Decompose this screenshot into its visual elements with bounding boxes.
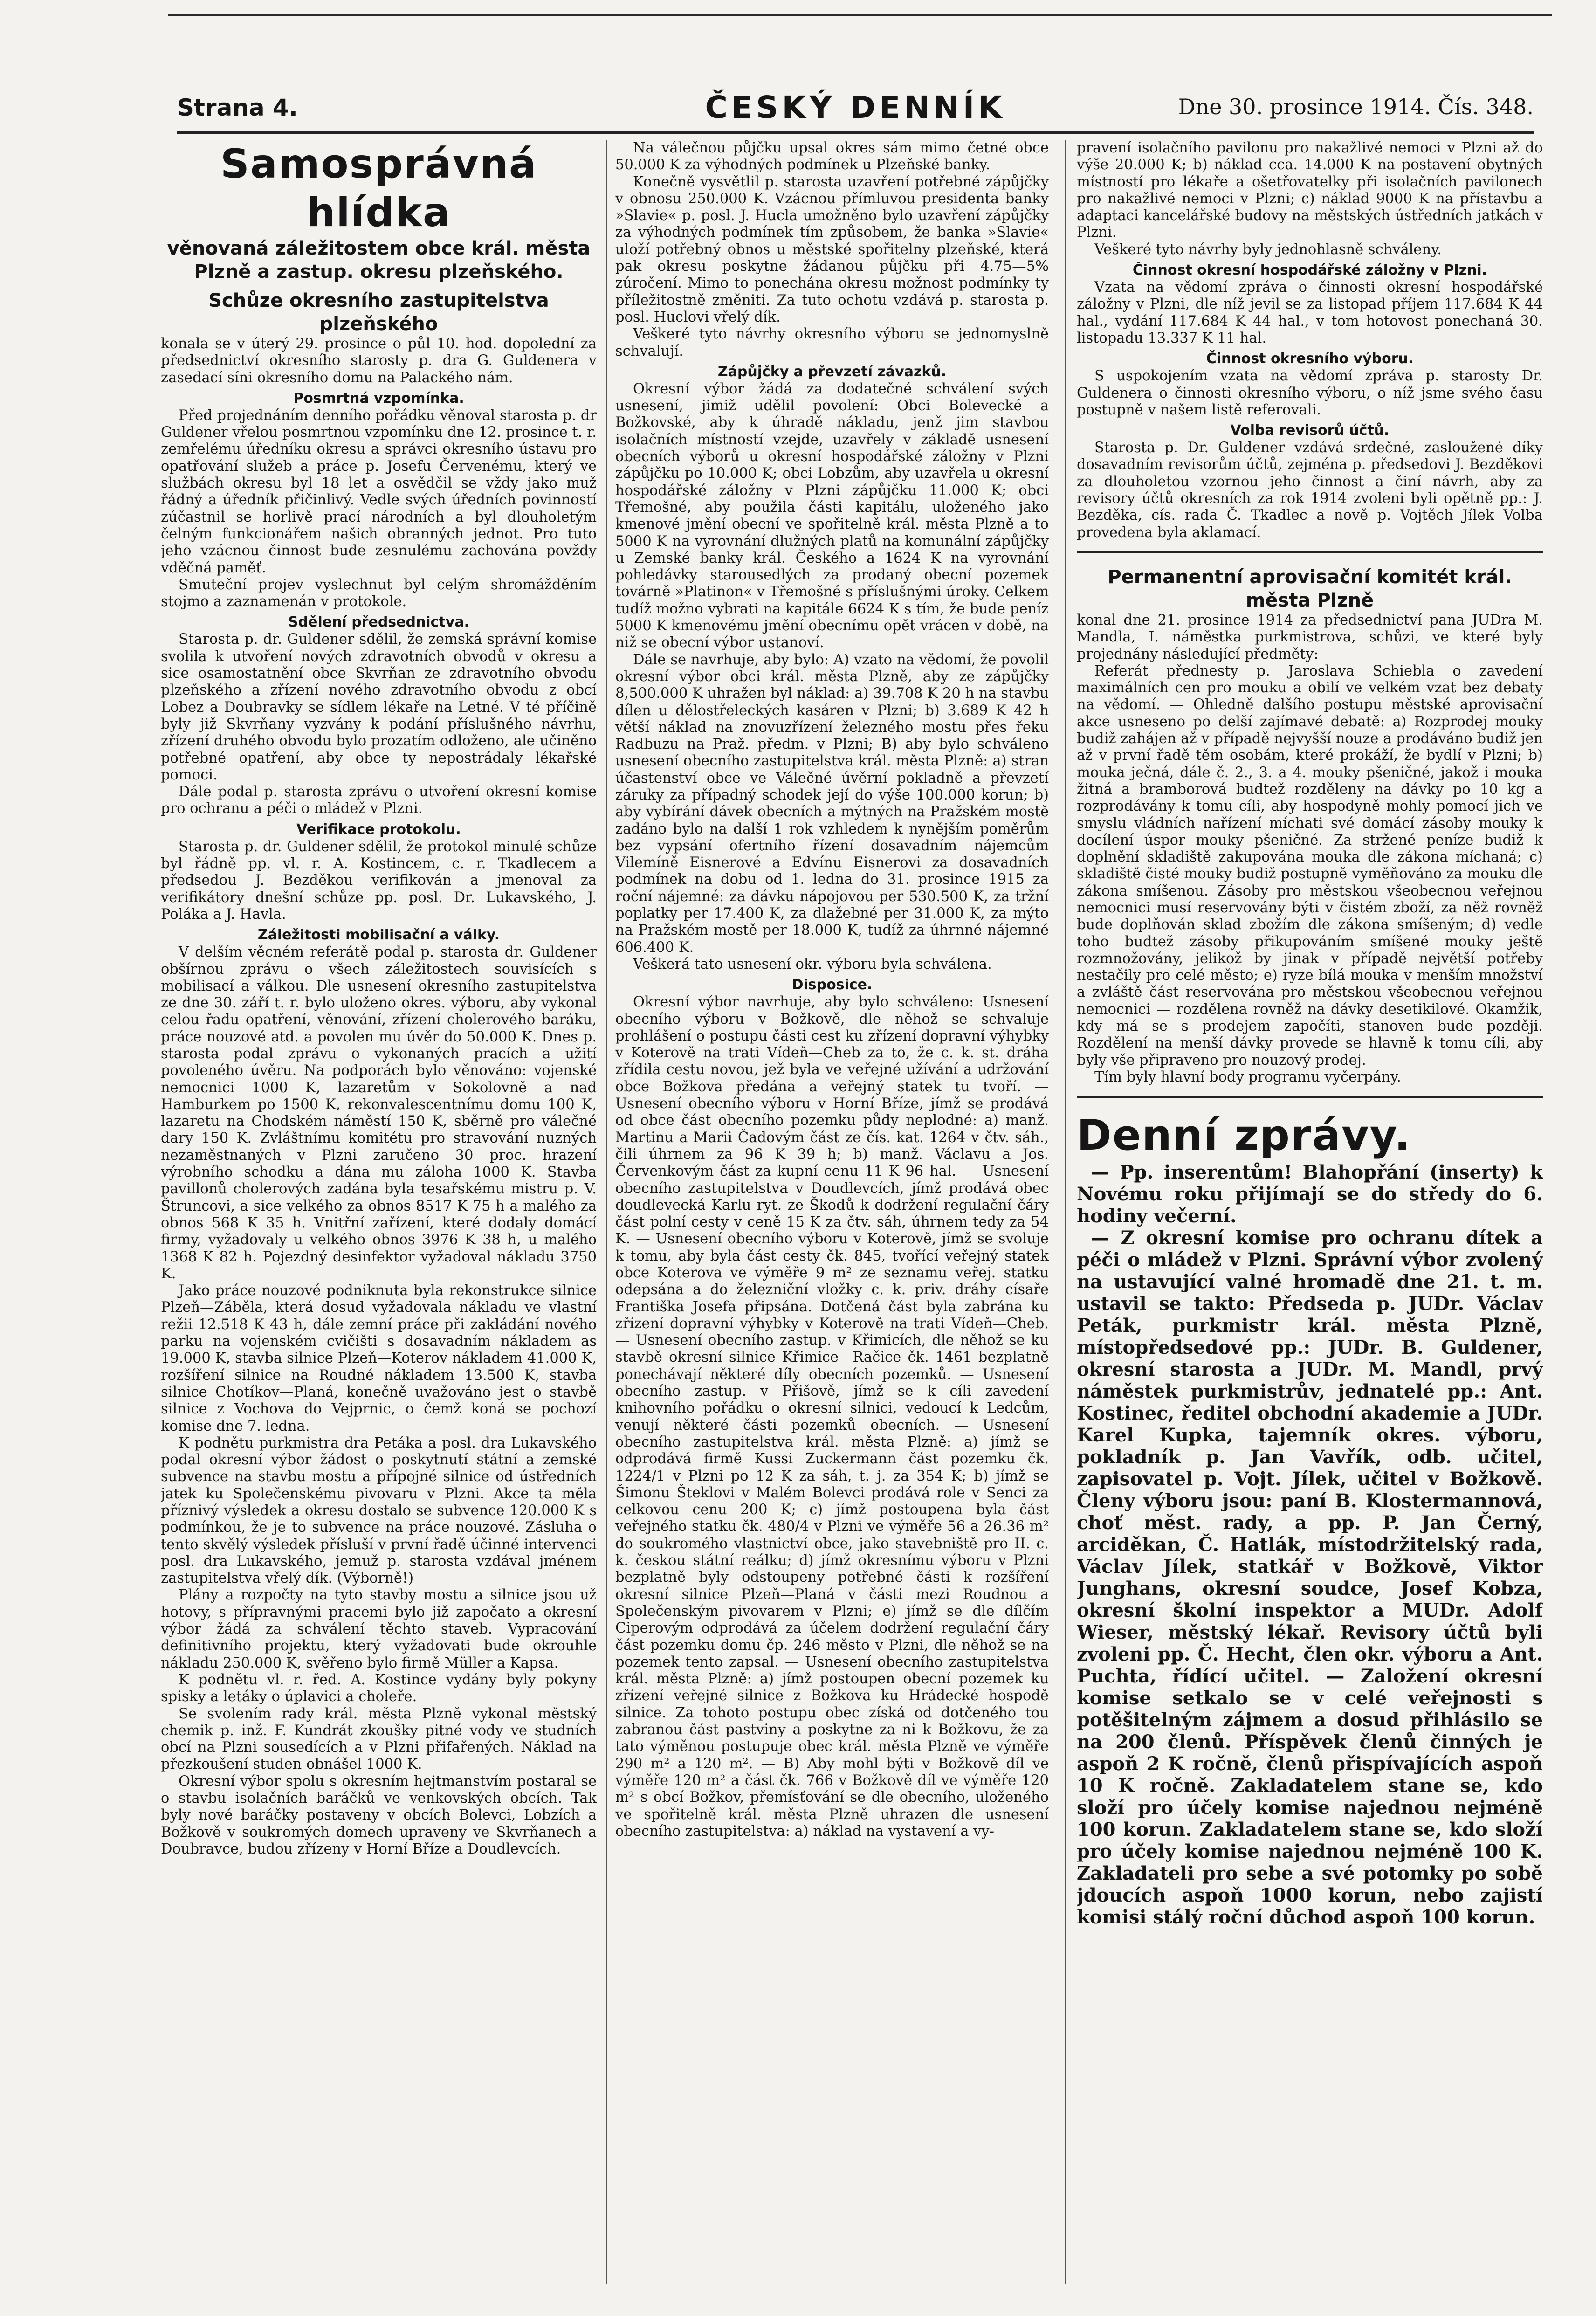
paragraph: K podnětu vl. r. řed. A. Kostince vydány byly pokyny spisky a letáky o úplavici a choleře. (161, 1671, 597, 1705)
paragraph: V delším věcném referátě podal p. starosta dr. Guldener obšírnou zprávu o všech záležitostech souvisících s mobilisací a válkou. Dle usnesení okresního zastupitelstva ze dne 30. září t. r. bylo uloženo okres. výboru, aby vykonal celou řadu opatření, věnování, zřízení cholerového baráku, práce nouzové atd. a povolen mu úvěr do 50.000 K. Dnes p. starosta podal zprávu o vykonaných pracích a užití povoleného úvěru. Na podporách bylo věnováno: vojenské nemocnici 1000 K, lazaretům v Sokolovně a nad Hamburkem po 1500 K, rekonvalescentnímu domu 100 K, lazaretu na Chodském náměstí 150 K, sběrně pro válečné dary 150 K. Zvláštnímu komitétu pro stravování nuzných nezaměstnaných v Plzni zaručeno 30 proc. hrazení výrobního schodku a dána mu záloha 1000 K. Stavba pavillonů cholerových zadána byla tesařskému mistru p. V. Štruncovi, a sice velkého za obnos 8517 K 75 h a malého za obnos 568 K 35 h. Vnitřní zařízení, které dodaly domácí firmy, vyžadovaly u velkého obnos 3976 K 38 h, u malého 1368 K 82 h. Pojezdný desinfektor vyžadoval nákladu 3750 K. (161, 944, 597, 1282)
paragraph: S uspokojením vzata na vědomí zpráva p. starosty Dr. Guldenera o činnosti okresního výboru, o níž jsme svého času postupně v našem listě referovali. (1077, 368, 1543, 418)
divider (1077, 1096, 1543, 1098)
column-rule-1 (606, 140, 607, 2284)
section-heading: Posmrtná vzpomínka. (293, 390, 464, 407)
section-heading: Zápůjčky a převzetí závazků. (717, 363, 947, 380)
top-border (168, 14, 1552, 16)
section-heading: Verifikace protokolu. (296, 821, 461, 838)
paragraph: Okresní výbor navrhuje, aby bylo schváleno: Usnesení obecního výboru v Božkově, dle něhož se schvaluje prohlášení o postupu části cest ku zřízení dopravní výhybky v Koterově na trati Vídeň—Cheb za to, že c. k. st. dráha zřídila cestu novou, jež byla ve veřejné užívání a udržování obce Božkova předána a veřejný statek tu tvoří. — Usnesení obecního výboru v Horní Bříze, jímž se prodává od obce část obecního pozemku půdy neplodné: a) manž. Martinu a Marii Čadovým část ze čís. kat. 1264 v čtv. sáh., čili úhrnem za 96 K 39 h; b) manž. Václavu a Jos. Červenkovým část za kupní cenu 11 K 96 hal. — Usnesení obecního zastupitelstva v Doudlevcích, jímž prodává obec doudlevecká Karlu ryt. ze Škodů k dodržení regulační čáry část polní cesty v ceně 15 K za čtv. sáh, úhrnem tedy za 54 K. — Usnesení obecního výboru v Koterově, jímž se svoluje k tomu, aby byla část cesty čk. 845, tvořící veřejný statek obce Koterova ve výměře 9 m² ze seznamu veřej. statku odepsána a do železniční vložky c. k. priv. dráhy císaře Františka Josefa připsána. Dotčená část byla zabrána ku zřízení dopravní výhybky v Koterově na trati Vídeň—Cheb. — Usnesení obecního zastup. v Křimicích, dle něhož se ku stavbě okresní silnice Křimice—Račice čk. 1461 bezplatně ponechávají některé díly obecních pozemků. — Usnesení obecního zastup. v Přišově, jímž se k cíli zavedení knihovního pořádku o okresní silnici, vedoucí k Ledcům, venují některé části pozemků obecních. — Usnesení obecního zastupitelstva král. města Plzně: a) jímž se odprodává firmě Kussi Zuckermann část pozemku čk. 1224/1 v Plzni po 12 K za sáh, t. j. za 354 K; b) jímž se Šimonu Šteklovi v Malém Bolevci prodává role v Senci za celkovou cenu 200 K; c) jímž postoupena byla část veřejného statku čk. 480/4 v Plzni ve výměře 56 a 26.36 m² do soukromého vlastnictví obce, jako stavebniště pro II. c. k. českou státní reálku; d) jímž okresnímu výboru v Plzni bezplatně byly odstoupeny potřebné části k rozšíření okresní silnice Plzeň—Planá v části mezi Roudnou a Společenským pivovarem v Plzni; e) jímž se dle dílčím Ciperovým odprodává za účelem dodržení regulační čáry část pozemku domu čp. 246 město v Plzni, dle něhož se na pozemek tento zapsal. — Usnesení obecního zastupitelstva král. města Plzně: a) jímž postoupen obecní pozemek ku zřízení veřejné silnice z Božkova ku Hrádecké hospodě silnice. Za tohoto postupu obec získá od dotčeného tou zabranou část pastviny a poskytne za ni k Božkovu, že za tato výměnou postupuje obec král. města Plzně ve výměře 290 m² a 120 m². — B) Aby mohl býti v Božkově díl ve výměře 120 m² a část čk. 766 v Božkově díl ve výměře 120 m² s obcí Božkov, přemísťování se dle obecního, uloženého ve spořitelně král. města Plzně uhrazen dle usnesení obecního zastupitelstva: a) náklad na vystavení a vy- (615, 994, 1049, 1840)
paragraph: Veškerá tato usnesení okr. výboru byla schválena. (633, 956, 992, 972)
paragraph: Starosta p. Dr. Guldener vzdává srdečné, zasloužené díky dosavadním revisorům účtů, zejména p. předsedovi J. Bezděkovi za dlouholetou vzornou jeho činnost a činí návrh, aby za revisory účtů okresních za rok 1914 zvoleni byli opětně pp.: J. Bezděka, cís. rada Č. Tkadlec a nově p. Vojtěch Jílek Volba provedena byla aklamací. (1077, 440, 1543, 541)
section-heading: Sdělení předsednictva. (288, 614, 469, 631)
section-heading: Činnost okresní hospodářské záložny v Plzni. (1132, 262, 1487, 279)
paragraph: Vzata na vědomí zpráva o činnosti okresní hospodářské záložny v Plzni, dle níž jevil se za listopad příjem 117.684 K 44 hal., vydání 117.684 K 44 hal., v tom hotovost ponechaná 30. listopadu 13.337 K 11 hal. (1077, 279, 1543, 346)
column-3 (1077, 140, 1543, 2294)
section-heading: Činnost okresního výboru. (1206, 351, 1414, 367)
news-brief (1077, 1161, 1543, 1928)
paragraph: Okresní výbor žádá za dodatečné schválení svých usnesení, jimiž udělil povolení: Obci Bolevecké a Božkovské, aby k úhradě nákladu, jenž jim stavbou isolačních místností vzejde, uzavřely v základě usnesení obecních výborů u okresní hospodářské záložny v Plzni zápůjčku po 10.000 K; obci Lobzům, aby uzavřela u okresní hospodářské záložny v Plzni zápůjčku 11.000 K; obci Třemošné, aby použila části kapitálu, uloženého jako kmenové jmění obecní ve spořitelně král. města Plzně a to 5000 K na vyrovnání dlužných platů na komunální zápůjčky u Zemské banky král. Českého a 1624 K na vyrovnání pohledávky starousedlých za prodaný obecní pozemek továrně »Platinon« v Třemošné s příslušnými úroky. Celkem tudíž možno vybrati na kapitále 6624 K s tím, že bude peníz 5000 K kmenovému jmění obecnímu opět vrácen v době, na niž se obecní výbor ustanoví. (615, 380, 1049, 651)
rubric-title: Samosprávná hlídka (220, 141, 537, 236)
article-title: Schůze okresního zastupitelstva plzeňského (208, 290, 549, 335)
paragraph: K podnětu purkmistra dra Petáka a posl. dra Lukavského podal okresní výbor žádost o poskytnutí státní a zemské subvence na stavbu mostu a přípojné silnice od ústředních jatek ku Společenskému pivovaru v Plzni. Akce ta měla příznivý výsledek a okresu dostalo se subvence 120.000 K s podmínkou, že je to subvence na práce nouzové. Zásluha o tento skvělý výsledek přísluší v první řadě účinné intervenci posl. dra Lukavského, jemuž p. starosta vzdával jménem zastupitelstva vřelý dík. (Výborně!) (161, 1434, 597, 1587)
paragraph: Se svolením rady král. města Plzně vykonal městský chemik p. inž. F. Kundrát zkoušky pitné vody ve studních obcí na Plzni sousedících a v Plzni přifařených. Náklad na přezkoušení studen obnášel 1000 K. (161, 1705, 597, 1773)
column-rule-2 (1065, 140, 1066, 2284)
paragraph: Starosta p. dr. Guldener sdělil, že zemská správní komise svolila k utvoření nových zdravotních obvodů v okresu a sice osamostatnění obce Skvrňan ze zdravotního obvodu plzeňského a zřízení nového zdravotního obvodu z obcí Lobez a Doubravky se sídlem lékaře na Letné. V té příčině byly již Skvrňany vyzvány k podání příslušného návrhu, zřízení druhého obvodu bylo prozatím odloženo, ale učiněno potřebné opatření, aby obce ty nepostrádaly lékařské pomoci. (161, 631, 597, 783)
page-number: Strana 4. (177, 94, 298, 121)
section-heading: Záležitosti mobilisační a války. (257, 927, 500, 944)
page-header (177, 90, 1534, 134)
paragraph: Okresní výbor spolu s okresním hejtmanstvím postaral se o stavbu isolačních baráčků ve venkovských obcích. Tak byly nové baráčky postaveny v obcích Bolevci, Lobzích a Božkově v soukromých domech upraveny ve Skvrňanech a Doubravce, budou zřízeny v Horní Bříze a Doudlevcích. (161, 1773, 597, 1857)
paragraph: Konečně vysvětlil p. starosta uzavření potřebné zápůjčky v obnosu 250.000 K. Vzácnou přímluvou presidenta banky »Slavie« p. posl. J. Hucla umožněno bylo uzavření zápůjčky za výhodných podmínek tím způsobem, že banka »Slavie« uloží potřebný obnos u městské spořitelny plzeňské, která pak okresu poskytne žádanou půjčku při 4.75—5% zúročení. Mimo to ponechána okresu možnost podmínky ty příležitostně změniti. Za tuto ochotu vzdává p. starosta p. posl. Huclovi vřelý dík. (615, 173, 1049, 325)
paragraph: pravení isolačního pavilonu pro nakažlivé nemoci v Plzni až do výše 20.000 K; b) náklad cca. 14.000 K na postavení obytných místností pro lékaře a ošetřovatelky při isolačních pavilonech pro nakažlivé nemoci v Plzni; c) náklad 9000 K na přístavbu a adaptaci kancelářské budovy na městských ústředních jatkách v Plzni. (1077, 140, 1543, 241)
masthead: ČESKÝ DENNÍK (705, 90, 1006, 125)
rubric-title: Denní zprávy. (1077, 1111, 1411, 1160)
paragraph: Dále podal p. starosta zprávu o utvoření okresní komise pro ochranu a péči o mládež v Plzni. (161, 784, 597, 817)
paragraph: Smuteční projev vyslechnut byl celým shromážděním stojmo a zaznamenán v protokole. (161, 576, 597, 610)
paragraph: konal dne 21. prosince 1914 za předsednictví pana JUDra M. Mandla, I. náměstka purkmistrova, schůzi, ve které byly projednány následující předměty: (1077, 612, 1543, 662)
issue-date: Dne 30. prosince 1914. Čís. 348. (1178, 94, 1534, 119)
article-title: Permanentní aprovisační komitét král. města Plzně (1108, 566, 1512, 611)
paragraph: Veškeré tyto návrhy okresního výboru se jednomyslně schvalují. (615, 326, 1049, 359)
article-intro: konala se v úterý 29. prosince o půl 10. hod. dopolední za předsednictví okresního starosty p. dra G. Guldenera v zasedací síni okresního domu na Palackého nám. (161, 336, 597, 386)
paragraph: — Pp. inserentům! Blahopřání (inserty) k Novému roku přijímají se do středy do 6. hodiny večerní. (1077, 1161, 1543, 1227)
paragraph: Před projednáním denního pořádku věnoval starosta p. dr Guldener vřelou posmrtnou vzpomínku dne 12. prosince t. r. zemřelému úředníku okresu a správci okresního ústavu pro opatřování služeb a práce p. Josefu Červenému, který ve službách okresu byl 18 let a osvědčil se vždy jako muž řádný a úředník přičinlivý. Vedle svých úředních povinností zúčastnil se horlivě prací národních a byl dlouholetým čelným funkcionářem našich obranných jednot. Pro tuto jeho vzácnou činnost bude zesnulému zachována povždy vděčná paměť. (161, 407, 597, 576)
paragraph: Starosta p. dr. Guldener sdělil, že protokol minulé schůze byl řádně pp. vl. r. A. Kostincem, c. r. Tkadlecem a předsedou J. Bezděkou verifikován a jmenoval za verifikátory dnešní schůze pp. posl. Dr. Lukavského, J. Poláka a J. Havla. (161, 838, 597, 923)
paragraph: Dále se navrhuje, aby bylo: A) vzato na vědomí, že povolil okresní výbor obci král. města Plzně, aby ze zápůjčky 8,500.000 K uhražen byl náklad: a) 39.708 K 20 h na stavbu dílen u dělostřeleckých kasáren v Plzni; b) 3.689 K 42 h větší náklad na znovuzřízení železného mostu přes řeku Radbuzu na Praž. předm. v Plzni; B) aby bylo schváleno usnesení obecního zastupitelstva král. města Plzně: a) stran účastenství obce ve Válečné úvěrní pokladně a převzetí záruky za případný schodek její do výše 100.000 korun; b) aby vybírání dávek obecních a mýtných na Pražském mostě zadáno bylo na další 1 rok vzhledem k nynějším poměrům bez vypsání ofertního řízení dosavadním nájemcům Vilemíně Eisnerové a Edvínu Eisnerovi za dosavadních podmínek na dobu od 1. ledna do 31. prosince 1915 za roční nájemné: za dávku nápojovou per 530.500 K, za tržní poplatky per 17.400 K, za dlažebné per 31.000 K, za mýto na Pražském mostě per 18.000 K, tudíž za úhrnné nájemné 606.400 K. (615, 651, 1049, 956)
paragraph: Plány a rozpočty na tyto stavby mostu a silnice jsou už hotovy, s přípravnými pracemi bylo již započato a okresní výbor žádá za schválení těchto staveb. Vypracování definitivního projektu, který vyžadovati bude okrouhle nákladu 250.000 K, svěřeno bylo firmě Müller a Kapsa. (161, 1587, 597, 1671)
paragraph: — Z okresní komise pro ochranu dítek a péči o mládež v Plzni. Správní výbor zvolený na ustavující valné hromadě dne 21. t. m. ustavil se takto: Předseda p. JUDr. Václav Peták, purkmistr král. města Plzně, místopředsedové pp.: JUDr. B. Guldener, okresní starosta a JUDr. M. Mandl, prvý náměstek purkmistrův, jednatelé pp.: Ant. Kostinec, ředitel obchodní akademie a JUDr. Karel Kupka, tajemník okres. výboru, pokladník p. Jan Vavřík, odb. učitel, zapisovatel p. Vojt. Jílek, učitel v Božkově. Členy výboru jsou: paní B. Klostermannová, choť měst. rady, a pp. P. Jan Černý, arciděkan, Č. Hatlák, místodržitelský rada, Václav Jílek, statkář v Božkově, Viktor Junghans, okresní soudce, Josef Kobza, okresní školní inspektor a MUDr. Adolf Wieser, městský lékař. Revisory účtů byli zvoleni pp. Č. Hecht, člen okr. výboru a Ant. Puchta, řídící učitel. — Založení okresní komise setkalo se v celé veřejnosti s potěšitelným zájmem a dosud přihlásilo se na 200 členů. Příspěvek členů činných je aspoň 2 K ročně, členů přispívajících aspoň 10 K ročně. Zakladatelem stane se, kdo složí pro účely komise najednou nejméně 100 korun. Zakladatelem stane se, kdo složí pro účely komise najednou nejméně 100 K. Zakladateli pro sebe a své potomky po sobě jdoucích aspoň 1000 korun, nebo zajistí komisi stálý roční důchod aspoň 100 korun. (1077, 1227, 1543, 1929)
paragraph: Na válečnou půjčku upsal okres sám mimo četné obce 50.000 K za výhodných podmínek u Plzeňské banky. (615, 140, 1049, 173)
paragraph: Referát přednesty p. Jaroslava Schiebla o zavedení maximálních cen pro mouku a obilí ve velkém vzat bez debaty na vědomí. — Ohledně dalšího postupu městské aprovisační akce usneseno po delší zajímavé debatě: a) Rozprodej mouky budiž zahájen až v případě nejvyšší nouze a prodáváno budiž jen až v první řadě těm osobám, které prokáží, že bydlí v Plzni; b) mouka ječná, dále č. 2., 3. a 4. mouky pšeničné, jakož i mouka žitná a bramborová budtež rozděleny na dávky po 10 kg a rozprodávány k tomu cíli, aby hospodyně mohly pomocí jich ve smyslu vládních nařízení míchati své domácí zásoby mouky k docílení úspor mouky pšeničné. Za stržené peníze budiž k doplnění skladiště zakupována mouka dle zákona míchaná; c) skladiště čisté mouky budiž postupně vyměňováno za mouku dle zákona smíšenou. Zásoby pro městskou všeobecnou veřejnou nemocnici musí reservovány býti v čistém zboží, za něž rovněž bude doplňován sklad zbožím dle zákona smíšeným; d) vedle toho budtež zásoby přikupováním smíšené mouky ještě rozmnožovány, jelikož by jinak v případě největší potřeby nestačily pro celé město; e) ryze bílá mouka v menším množství a zvláště část reservována pro městskou všeobecnou veřejnou nemocnici — rozdělena rovněž na dávky desetikilové. Okamžik, kdy má se s prodejem započíti, stanoven bude později. Rozdělení na menší dávky provede se hlavně k tomu cíli, aby byly vše připraveno pro nouzový prodej. (1077, 662, 1543, 1068)
paragraph: Jako práce nouzové podniknuta byla rekonstrukce silnice Plzeň—Záběla, která dosud vyžadovala nákladu ve vlastní režii 12.518 K 43 h, dále zemní práce při zakládání nového parku na vojenském cvičišti s dosavadním nákladem as 19.000 K, stavba silnice Plzeň—Koterov nákladem 41.000 K, rozšíření silnice na Roudné nákladem 13.500 K, stavba silnice Chotíkov—Planá, konečně uvažováno jest o stavbě silnice z Vochova do Vejprnic, o čemž koná se pochozí komise dne 7. ledna. (161, 1282, 597, 1434)
section-heading: Disposice. (791, 977, 873, 993)
paragraph: Tím byly hlavní body programu vyčerpány. (1094, 1068, 1401, 1085)
column-2 (615, 140, 1049, 2294)
paragraph: Veškeré tyto návrhy byly jednohlasně schváleny. (1094, 241, 1442, 258)
divider (1077, 551, 1543, 553)
rubric-subtitle: věnovaná záležitostem obce král. města Plzně a zastup. okresu plzeňského. (167, 238, 591, 283)
column-1 (161, 140, 597, 2294)
section-heading: Volba revisorů účtů. (1230, 422, 1390, 439)
